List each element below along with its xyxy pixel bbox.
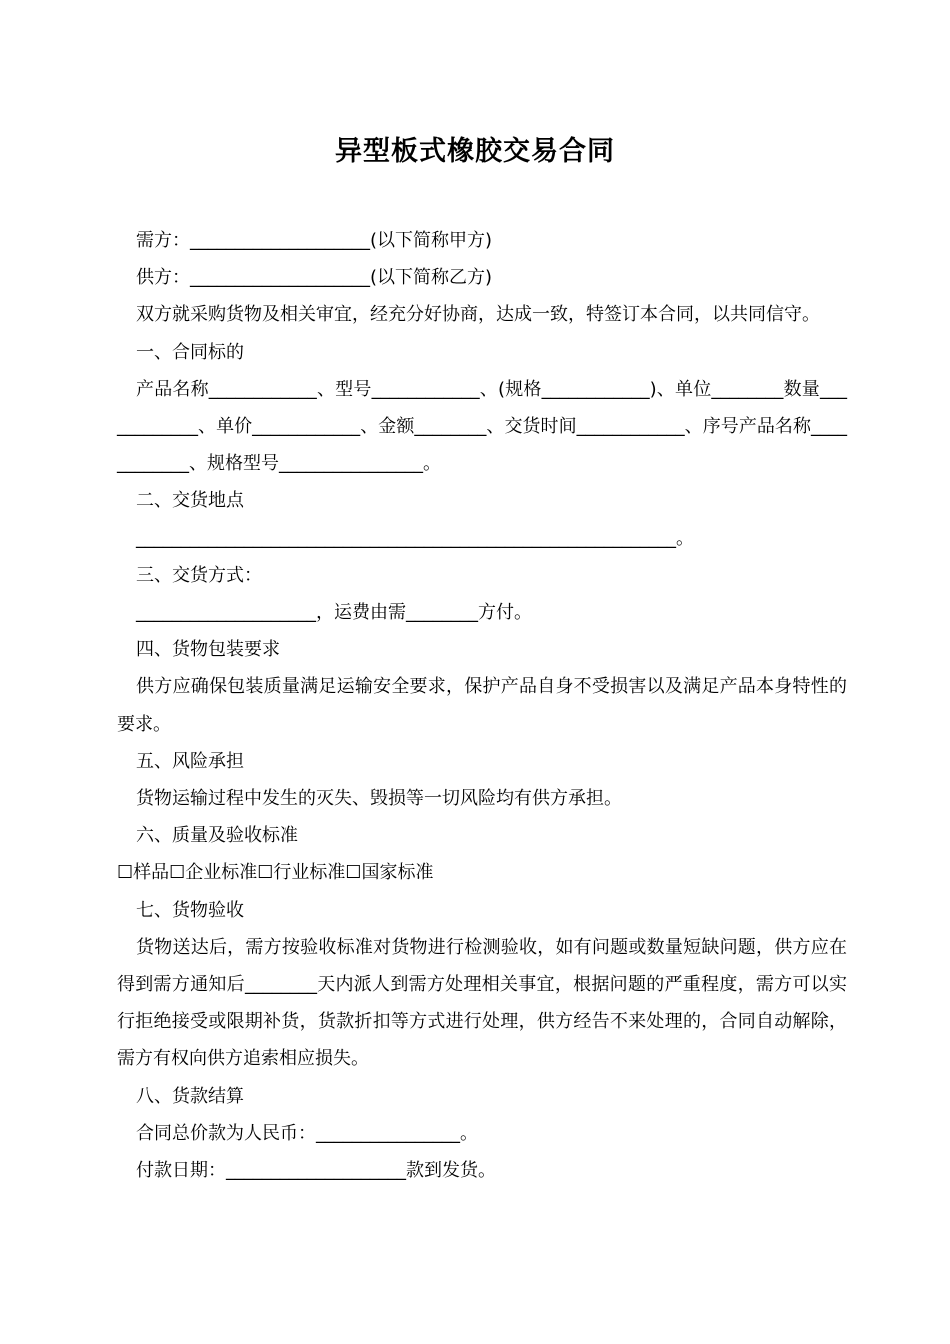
page-title: 异型板式橡胶交易合同	[335, 136, 615, 167]
delivery-method-blank: ____________________，运费由需________方付。	[136, 602, 532, 624]
product-details-paragraph: 产品名称____________、型号____________、(规格____________)、单位________数量____________、单价____________、金额________、交货时间____________、序号产品名称____________、规格型号________________。	[117, 378, 847, 475]
total-price-line: 合同总价款为人民币：________________。	[136, 1122, 478, 1144]
contract-body	[117, 222, 847, 1189]
section-heading-delivery-method: 三、交货方式：	[136, 564, 262, 586]
preamble-paragraph: 双方就采购货物及相关审宜，经充分好协商，达成一致，特签订本合同，以共同信守。	[136, 304, 820, 326]
seller-line: 供方：____________________(以下简称乙方)	[136, 267, 493, 289]
quality-standard-options: ☐样品☐企业标准☐行业标准☐国家标准	[117, 862, 434, 884]
risk-paragraph: 货物运输过程中发生的灭失、毁损等一切风险均有供方承担。	[136, 788, 622, 810]
section-heading-settlement: 八、货款结算	[136, 1085, 244, 1107]
section-heading-inspection: 七、货物验收	[136, 899, 244, 921]
packaging-paragraph: 供方应确保包装质量满足运输安全要求，保护产品自身不受损害以及满足产品本身特性的要求。	[117, 676, 847, 735]
payment-date-line: 付款日期：____________________款到发货。	[136, 1160, 496, 1182]
section-heading-delivery-location: 二、交货地点	[136, 490, 244, 512]
section-heading-risk: 五、风险承担	[136, 750, 244, 772]
inspection-paragraph: 货物送达后，需方按验收标准对货物进行检测验收，如有问题或数量短缺问题，供方应在得到需方通知后________天内派人到需方处理相关事宜，根据问题的严重程度，需方可以实行拒绝接受或限期补货，货款折扣等方式进行处理，供方经告不来处理的，合同自动解除，需方有权向供方追索相应损失。	[117, 936, 847, 1070]
section-heading-packaging: 四、货物包装要求	[136, 639, 280, 661]
buyer-line: 需方：____________________(以下简称甲方)	[136, 230, 493, 251]
delivery-location-blank: ____________________________________________________________。	[136, 527, 694, 549]
section-heading-subject: 一、合同标的	[136, 341, 244, 363]
section-heading-quality: 六、质量及验收标准	[136, 825, 298, 847]
